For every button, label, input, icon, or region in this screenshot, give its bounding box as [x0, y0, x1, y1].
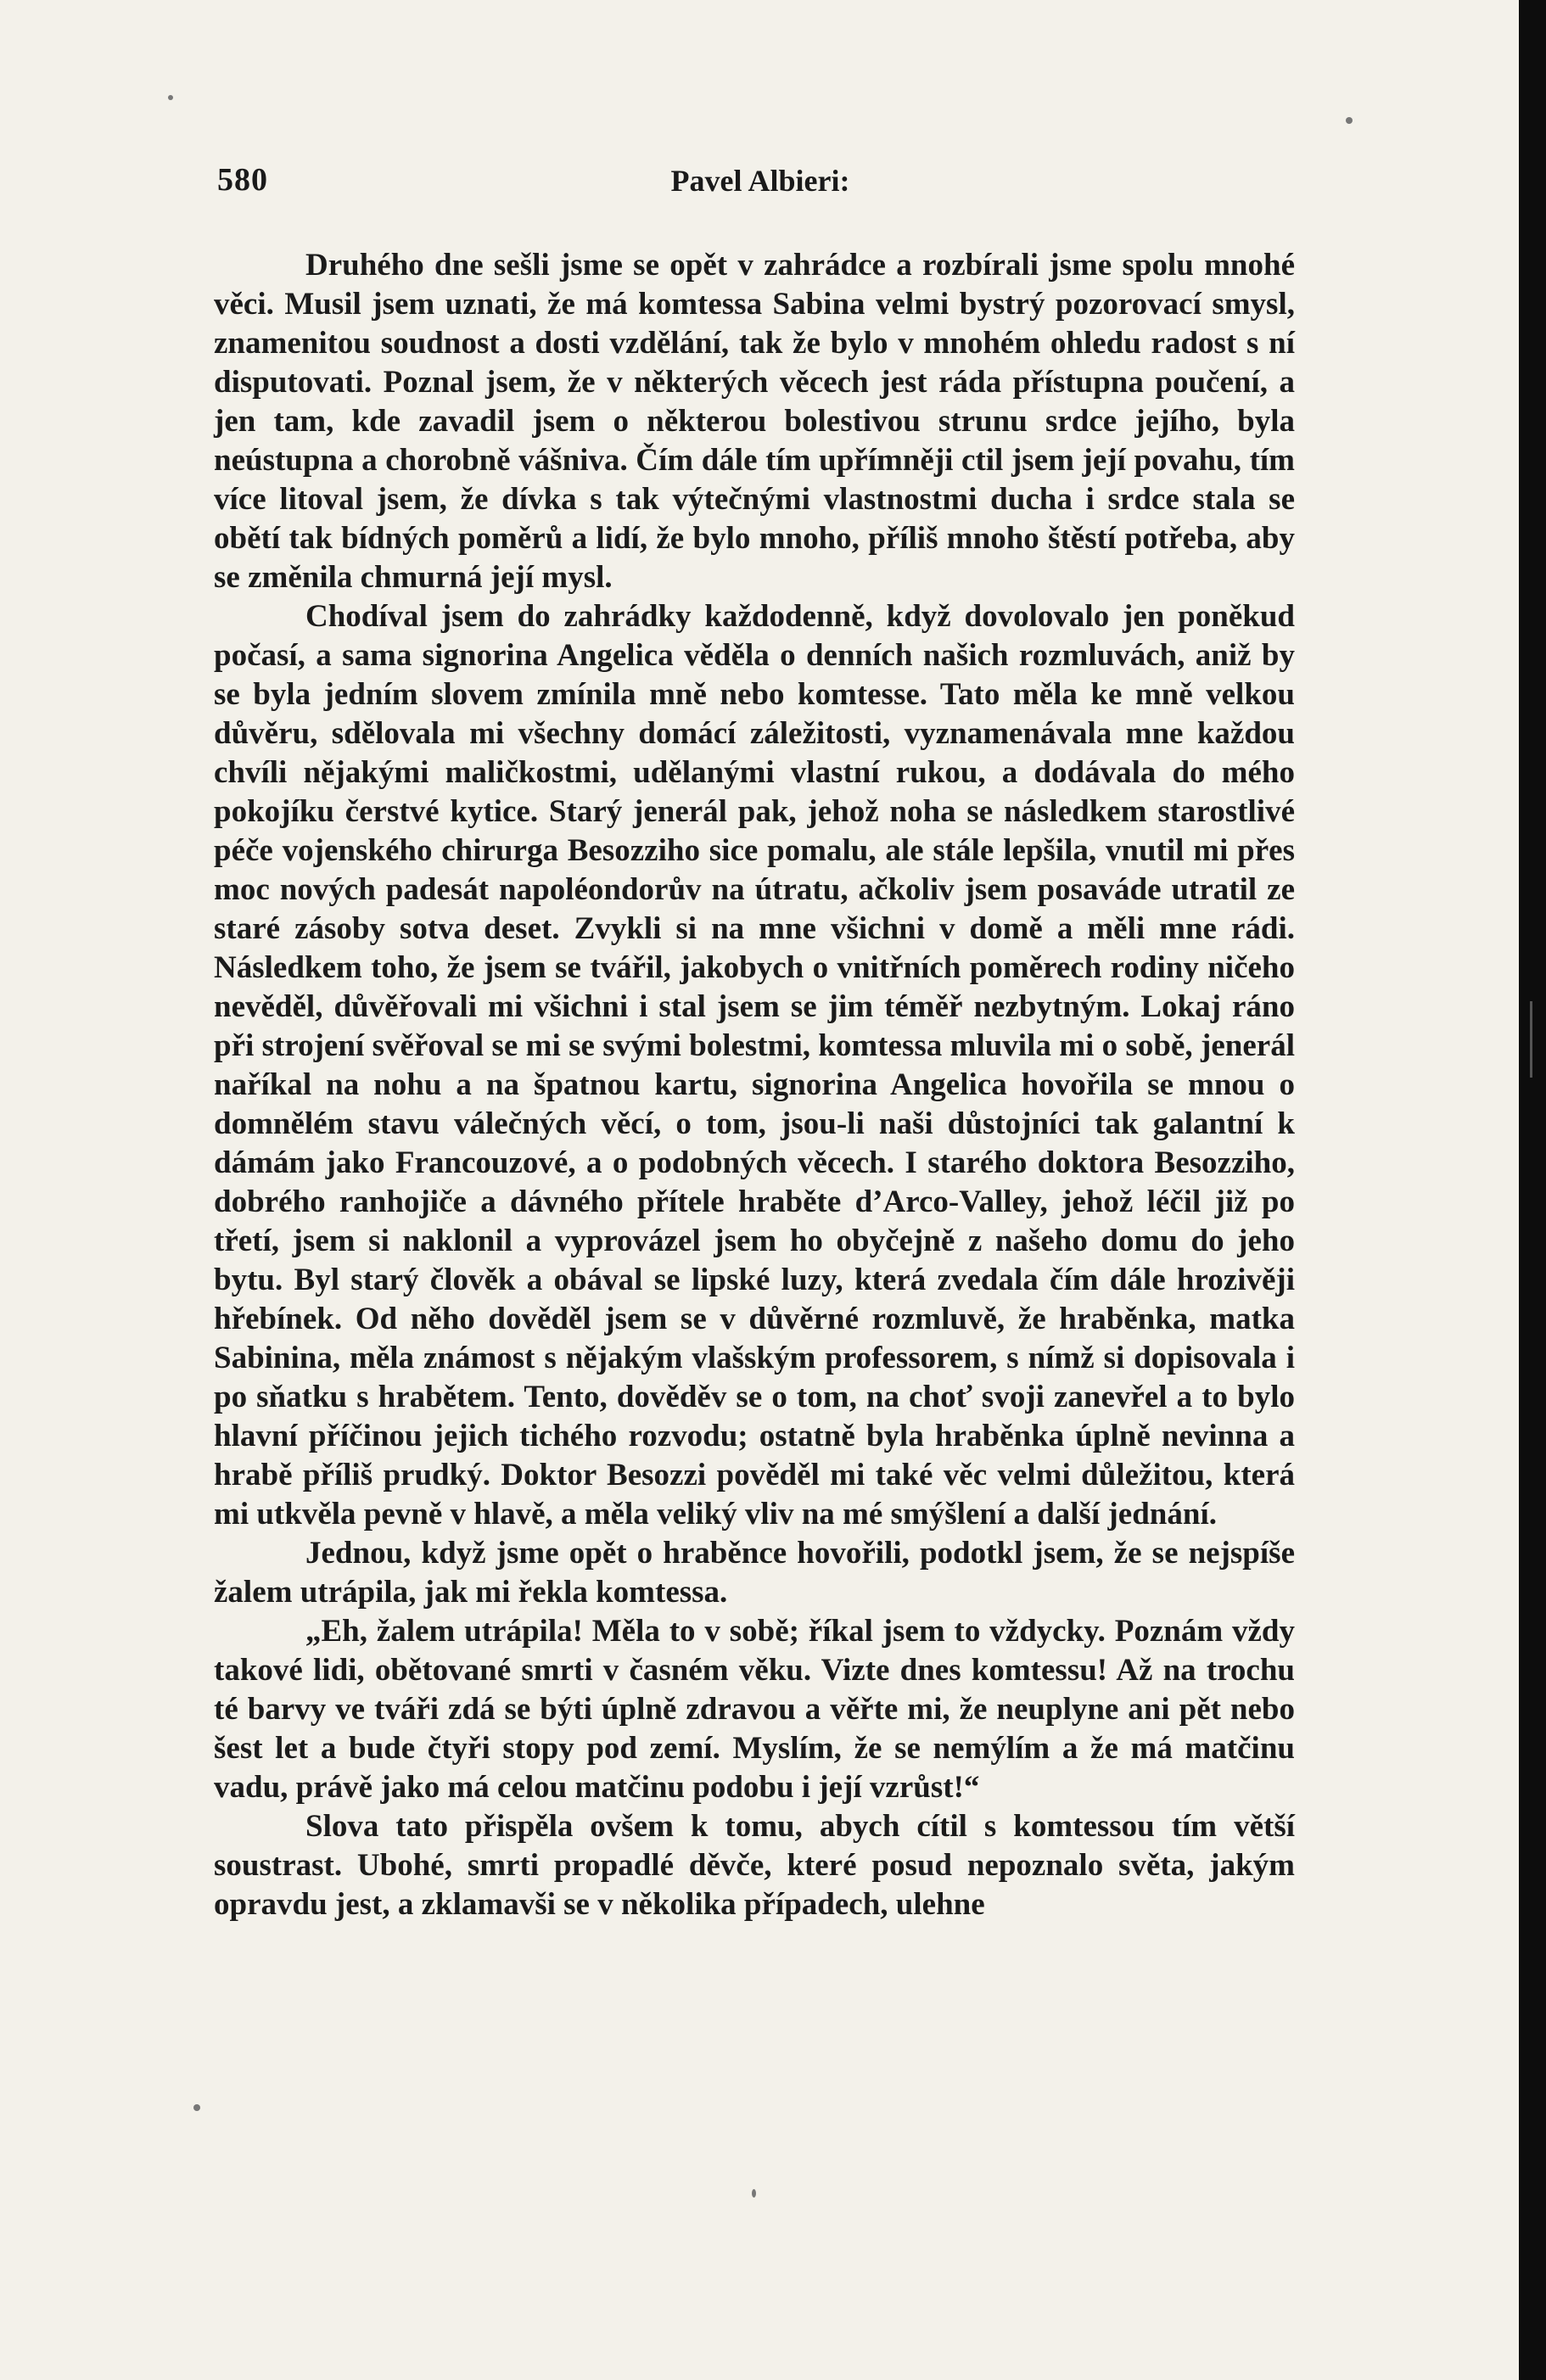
page-number: 580: [217, 162, 268, 198]
paragraph-2: Chodíval jsem do zahrádky každodenně, když dovolovalo jen poněkud počasí, a sama signorina Angelica věděla o denních našich rozmluvách, aniž by se byla jedním slovem zmínila mně nebo komtesse. Tato měla ke mně velkou důvěru, sdělovala mi všechny domácí záležitosti, vyznamenávala mne každou chvíli nějakými maličkostmi, udělanými vlastní rukou, a dodávala do mého pokojíku čerstvé kytice. Starý jenerál pak, jehož noha se následkem starostlivé péče vojenského chirurga Besozziho sice pomalu, ale stále lepšila, vnutil mi přes moc nových padesát napoléondorův na útratu, ačkoliv jsem posaváde utratil ze staré zásoby sotva deset. Zvykli si na mne všichni v domě a měli mne rádi. Následkem toho, že jsem se tvářil, jakobych o vnitřních poměrech rodiny ničeho nevěděl, důvěřovali mi všichni i stal jsem se jim téměř nezbytným. Lokaj ráno při strojení svěřoval se mi se svými bolestmi, komtessa mluvila mi o sobě, jenerál naříkal na nohu a na špatnou kartu, signorina Angelica hovořila se mnou o domnělém stavu válečných věcí, o tom, jsou-li naši důstojníci tak galantní k dámám jako Francouzové, a o podobných věcech. I starého doktora Besozziho, dobrého ranhojiče a dávného přítele hraběte d’Arco-Valley, jehož léčil již po třetí, jsem si naklonil a vyprovázel jsem ho obyčejně z našeho domu do jeho bytu. Byl starý člověk a obával se lipské luzy, která zvedala čím dále hrozivěji hřebínek. Od něho dověděl jsem se v důvěrné rozmluvě, že hraběnka, matka Sabinina, měla známost s nějakým vlašským professorem, s nímž si dopisovala i po sňatku s hrabětem. Tento, dověděv se o tom, na choť svoji zanevřel a to bylo hlavní příčinou jejich tichého rozvodu; ostatně byla hraběnka úplně nevinna a hrabě příliš prudký. Doktor Besozzi pověděl mi také věc velmi důležitou, která mi utkvěla pevně v hlavě, a měla veliký vliv na mé smýšlení a další jednání.: [214, 599, 1295, 1532]
scan-edge: [1519, 0, 1546, 2380]
paper-speck: [1346, 117, 1353, 124]
paper-speck: [168, 95, 173, 100]
paper-speck: [752, 2189, 756, 2198]
paper-speck: [193, 2104, 200, 2111]
body-text: [214, 246, 1295, 1924]
paragraph-5: Slova tato přispěla ovšem k tomu, abych cítil s komtessou tím větší soustrast. Ubohé, smrti propadlé děvče, které posud nepoznalo světa, jakým opravdu jest, a zklamavši se v několika případech, ulehne: [214, 1809, 1295, 1922]
paragraph-3: Jednou, když jsme opět o hraběnce hovořili, podotkl jsem, že se nejspíše žalem utrápila, jak mi řekla komtessa.: [214, 1536, 1295, 1610]
paragraph-4: „Eh, žalem utrápila! Měla to v sobě; říkal jsem to vždycky. Poznám vždy takové lidi, obětované smrti v časném věku. Vizte dnes komtessu! Až na trochu té barvy ve tváři zdá se býti úplně zdravou a věřte mi, že neuplyne ani pět nebo šest let a bude čtyři stopy pod zemí. Myslím, že se nemýlím a že má matčinu vadu, právě jako má celou matčinu podobu i její vzrůst!“: [214, 1614, 1295, 1805]
running-head: Pavel Albieri:: [670, 164, 850, 198]
scan-edge-mark: [1530, 1001, 1532, 1078]
paragraph-1: Druhého dne sešli jsme se opět v zahrádce a rozbírali jsme spolu mnohé věci. Musil jsem uznati, že má komtessa Sabina velmi bystrý pozorovací smysl, znamenitou soudnost a dosti vzdělání, tak že bylo v mnohém ohledu radost s ní disputovati. Poznal jsem, že v některých věcech jest ráda přístupna poučení, a jen tam, kde zavadil jsem o některou bolestivou strunu srdce jejího, byla neústupna a chorobně vášniva. Čím dále tím upřímněji ctil jsem její povahu, tím více litoval jsem, že dívka s tak výtečnými vlastnostmi ducha i srdce stala se obětí tak bídných poměrů a lidí, že bylo mnoho, příliš mnoho štěstí potřeba, aby se změnila chmurná její mysl.: [214, 248, 1295, 595]
page-header: [217, 161, 1303, 212]
